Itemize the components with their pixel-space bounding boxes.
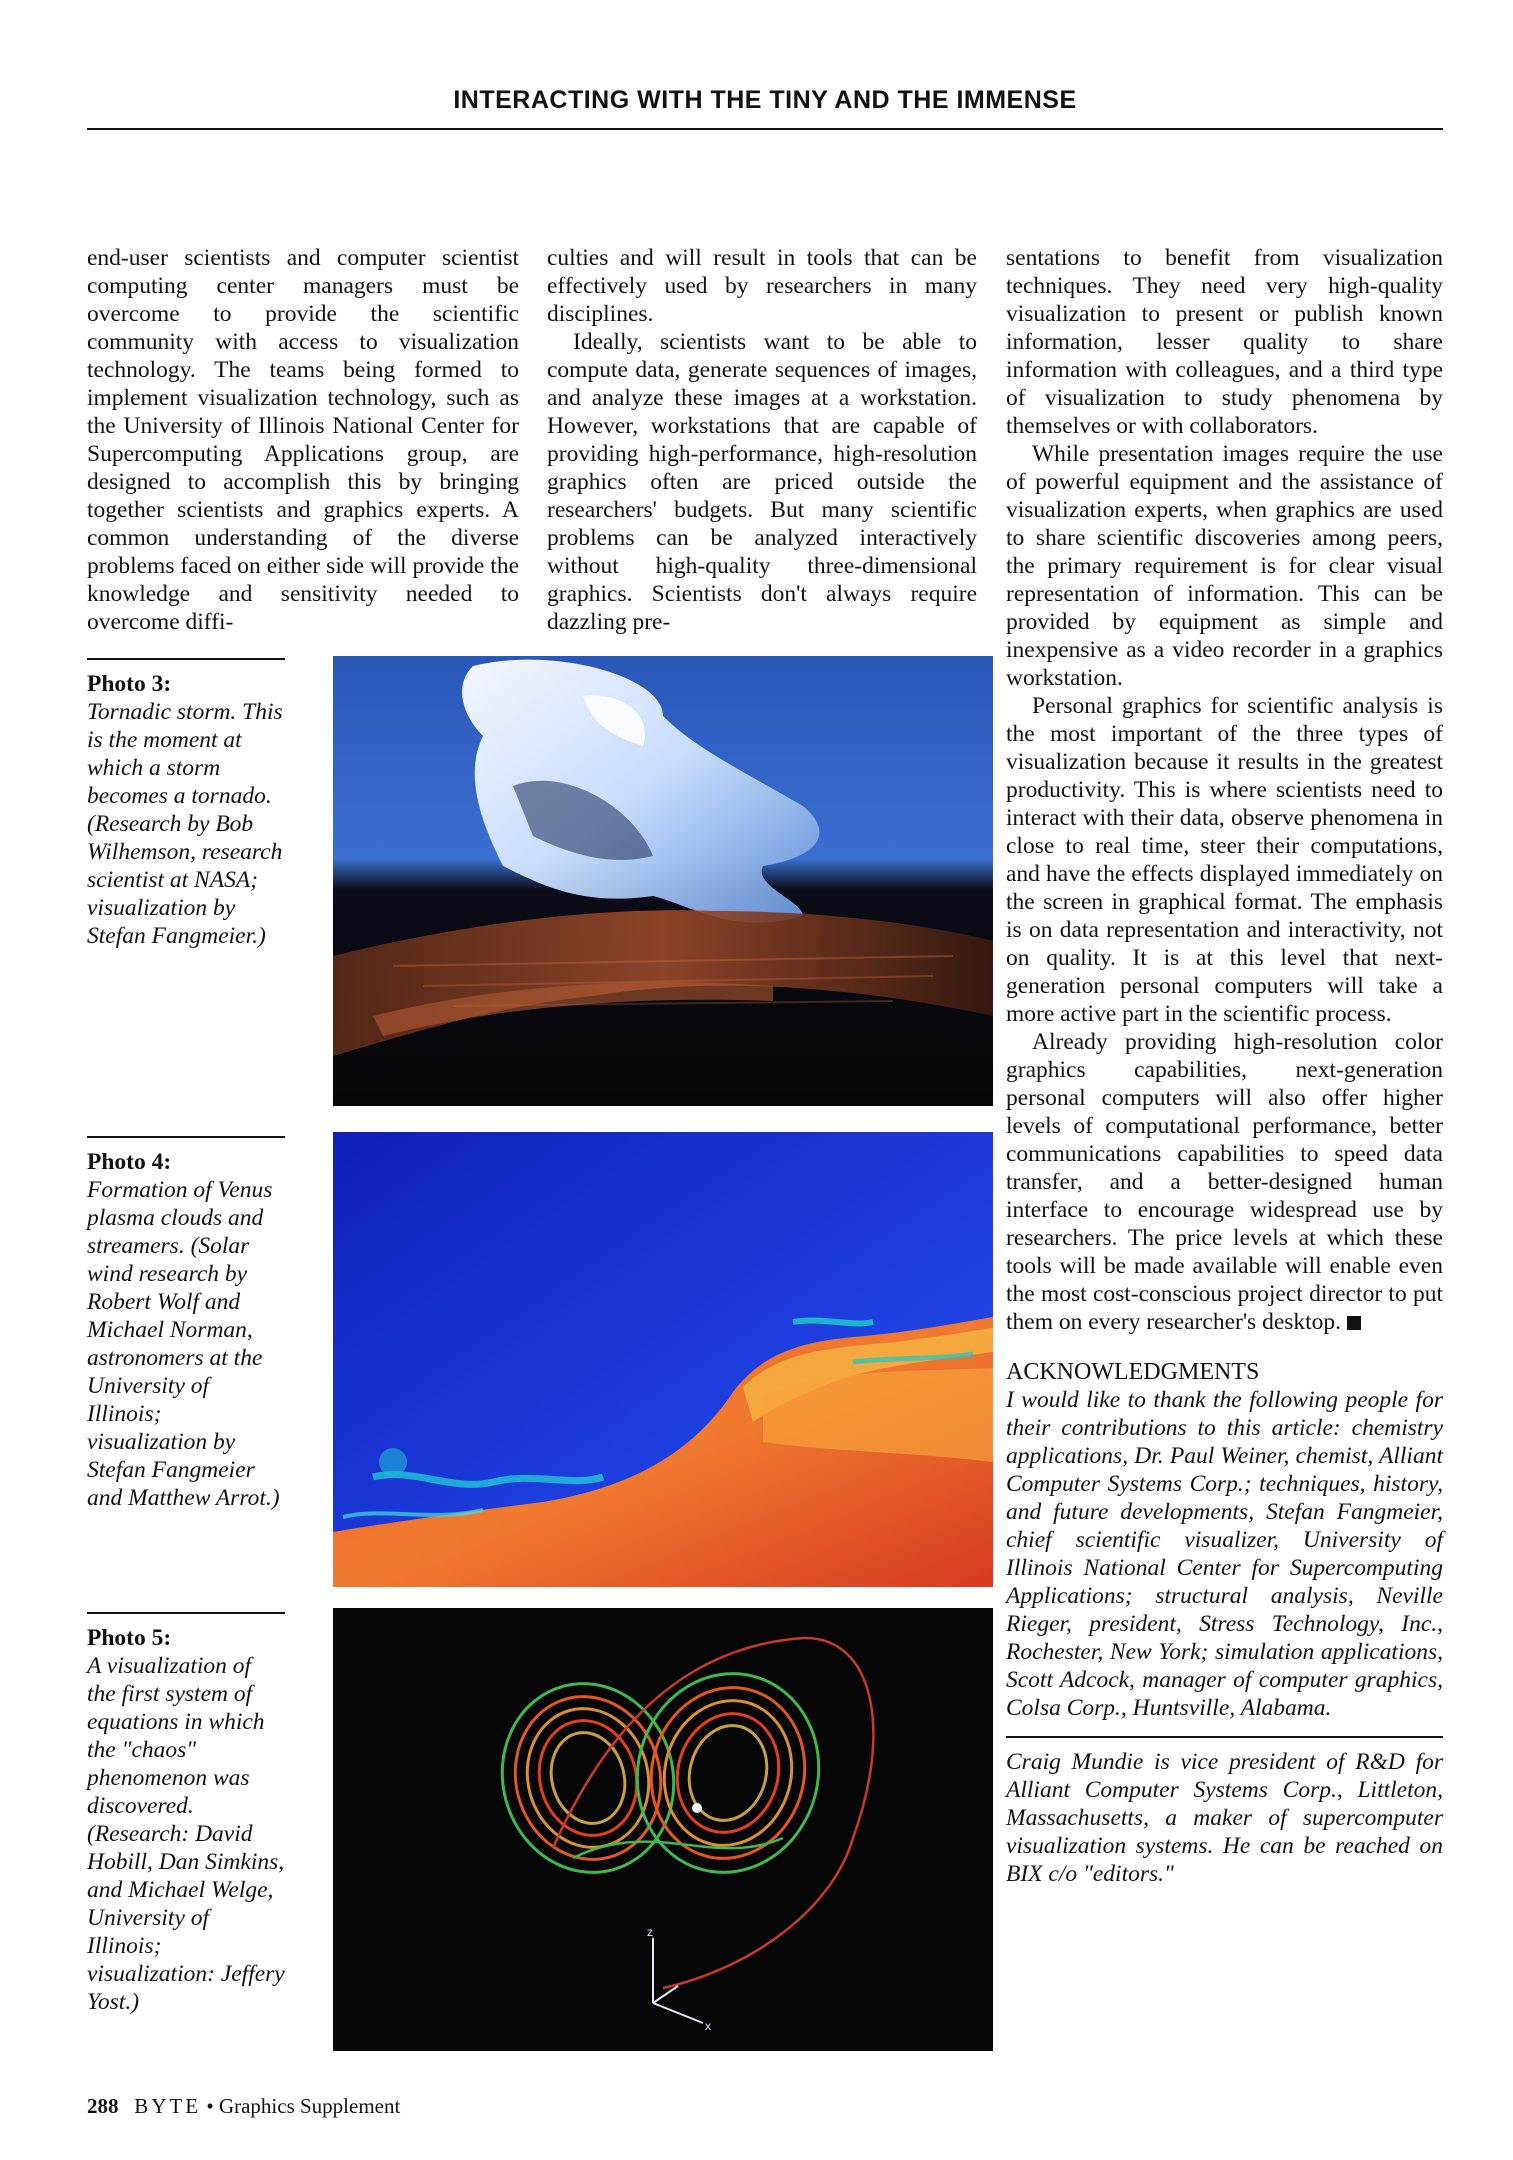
col3-paragraph-4 xyxy=(1006,1028,1443,1336)
caption-body: Tornadic storm. This is the moment at which a storm becomes a tornado. (Research by Bob Wilhemson, research scientist at NASA; visualization by Stefan Fangmeier.) xyxy=(87,698,283,949)
caption-photo-4 xyxy=(87,1136,285,1512)
footer-bullet: • xyxy=(206,2094,214,2118)
author-bio: Craig Mundie is vice president of R&D for Alliant Computer Systems Corp., Littleton, Massachusetts, a maker of supercomputer visualization systems. He can be reached on BIX c/o "editors." xyxy=(1006,1748,1443,1887)
running-header: INTERACTING WITH THE TINY AND THE IMMENSE xyxy=(453,86,1077,114)
col3-paragraph-3: Personal graphics for scientific analysis is the most important of the three types of visualization because it results in the greatest productivity. This is where scientists need to interact with their data, observe phenomena in close to real time, steer their computations, and have the effects displayed immediately on the screen in graphical format. The emphasis is on data representation and interactivity, not on quality. It is at this level that next-generation personal computers will take a more active part in the scientific process. xyxy=(1006,693,1443,1027)
column-1 xyxy=(87,244,519,636)
caption-rule xyxy=(87,1136,285,1138)
photo-3-tornadic-storm xyxy=(333,656,993,1106)
column-2 xyxy=(547,244,977,636)
photo-5-chaos-attractor xyxy=(333,1608,993,2051)
page-footer xyxy=(87,2094,400,2119)
acknowledgments-heading: ACKNOWLEDGMENTS xyxy=(1006,1359,1260,1385)
photo-4-venus-plasma xyxy=(333,1132,993,1587)
header-rule xyxy=(87,128,1443,130)
caption-body: A visualization of the first system of equations in which the "chaos" phenomenon was discovered. (Research: David Hobill, Dan Simkins, and Michael Welge, University of Illinois; visualization: Jeffery Yost.) xyxy=(87,1652,285,2015)
col3-paragraph-1: sentations to benefit from visualization techniques. They need very high-quality visualization to present or publish known information, lesser quality to share information with colleagues, and a third type of visualization to study phenomena by themselves or with collaborators. xyxy=(1006,245,1443,439)
caption-title: Photo 5: xyxy=(87,1624,172,1651)
col2-paragraph-1: culties and will result in tools that can be effectively used by researchers in many disciplines. xyxy=(547,245,977,327)
acknowledgments-body: I would like to thank the following people for their contributions to this article: chemistry applications, Dr. Paul Weiner, chemist, Alliant Computer Systems Corp.; techniques, history, and future developments, Stefan Fangmeier, chief scientific visualizer, University of Illinois National Center for Supercomputing Applications; structural analysis, Neville Rieger, president, Stress Technology, Inc., Rochester, New York; simulation applications, Scott Adcock, manager of computer graphics, Colsa Corp., Huntsville, Alabama. xyxy=(1006,1387,1443,1721)
column-3 xyxy=(1006,244,1443,1888)
caption-rule xyxy=(87,658,285,660)
col1-paragraph-1: end-user scientists and computer scientist computing center managers must be overcome to provide the scientific community with access to visualization technology. The teams being formed to implement visualization technology, such as the University of Illinois National Center for Supercomputing Applications group, are designed to accomplish this by bringing together scientists and graphics experts. A common understanding of the diverse problems faced on either side will provide the knowledge and sensitivity needed to overcome diffi- xyxy=(87,245,519,635)
end-mark-icon xyxy=(1347,1316,1361,1330)
bio-rule xyxy=(1006,1736,1443,1738)
footer-section: Graphics Supplement xyxy=(218,2094,401,2118)
page-number: 288 xyxy=(87,2094,119,2118)
col3-paragraph-4-text: Already providing high-resolution color graphics capabilities, next-generation personal computers will also offer higher levels of computational performance, better communications capabilities to speed data transfer, and a better-designed human interface to encourage widespread use by researchers. The price levels at which these tools will be made available will enable even the most cost-conscious project director to put them on every researcher's desktop. xyxy=(1006,1029,1443,1335)
axis-x-label: x xyxy=(705,2019,711,2033)
col3-paragraph-2: While presentation images require the use of powerful equipment and the assistance of visualization experts, when graphics are used to share scientific discoveries among peers, the primary requirement is for clear visual representation of information. This can be provided by equipment as simple and inexpensive as a video recorder in a graphics workstation. xyxy=(1006,441,1443,691)
magazine-name: BYTE xyxy=(134,2094,202,2118)
col2-paragraph-2: Ideally, scientists want to be able to compute data, generate sequences of images, and analyze these images at a workstation. However, workstations that are capable of providing high-performance, high-resolution graphics often are priced outside the researchers' budgets. But many scientific problems can be analyzed interactively without high-quality three-dimensional graphics. Scientists don't always require dazzling pre- xyxy=(547,329,977,635)
caption-photo-3 xyxy=(87,658,285,950)
axis-z-label: z xyxy=(647,1925,653,1939)
caption-photo-5 xyxy=(87,1612,285,2016)
caption-rule xyxy=(87,1612,285,1614)
caption-body: Formation of Venus plasma clouds and streamers. (Solar wind research by Robert Wolf and Michael Norman, astronomers at the University of Illinois; visualization by Stefan Fangmeier and Matthew Arrot.) xyxy=(87,1176,280,1511)
caption-title: Photo 4: xyxy=(87,1148,172,1175)
caption-title: Photo 3: xyxy=(87,670,172,697)
